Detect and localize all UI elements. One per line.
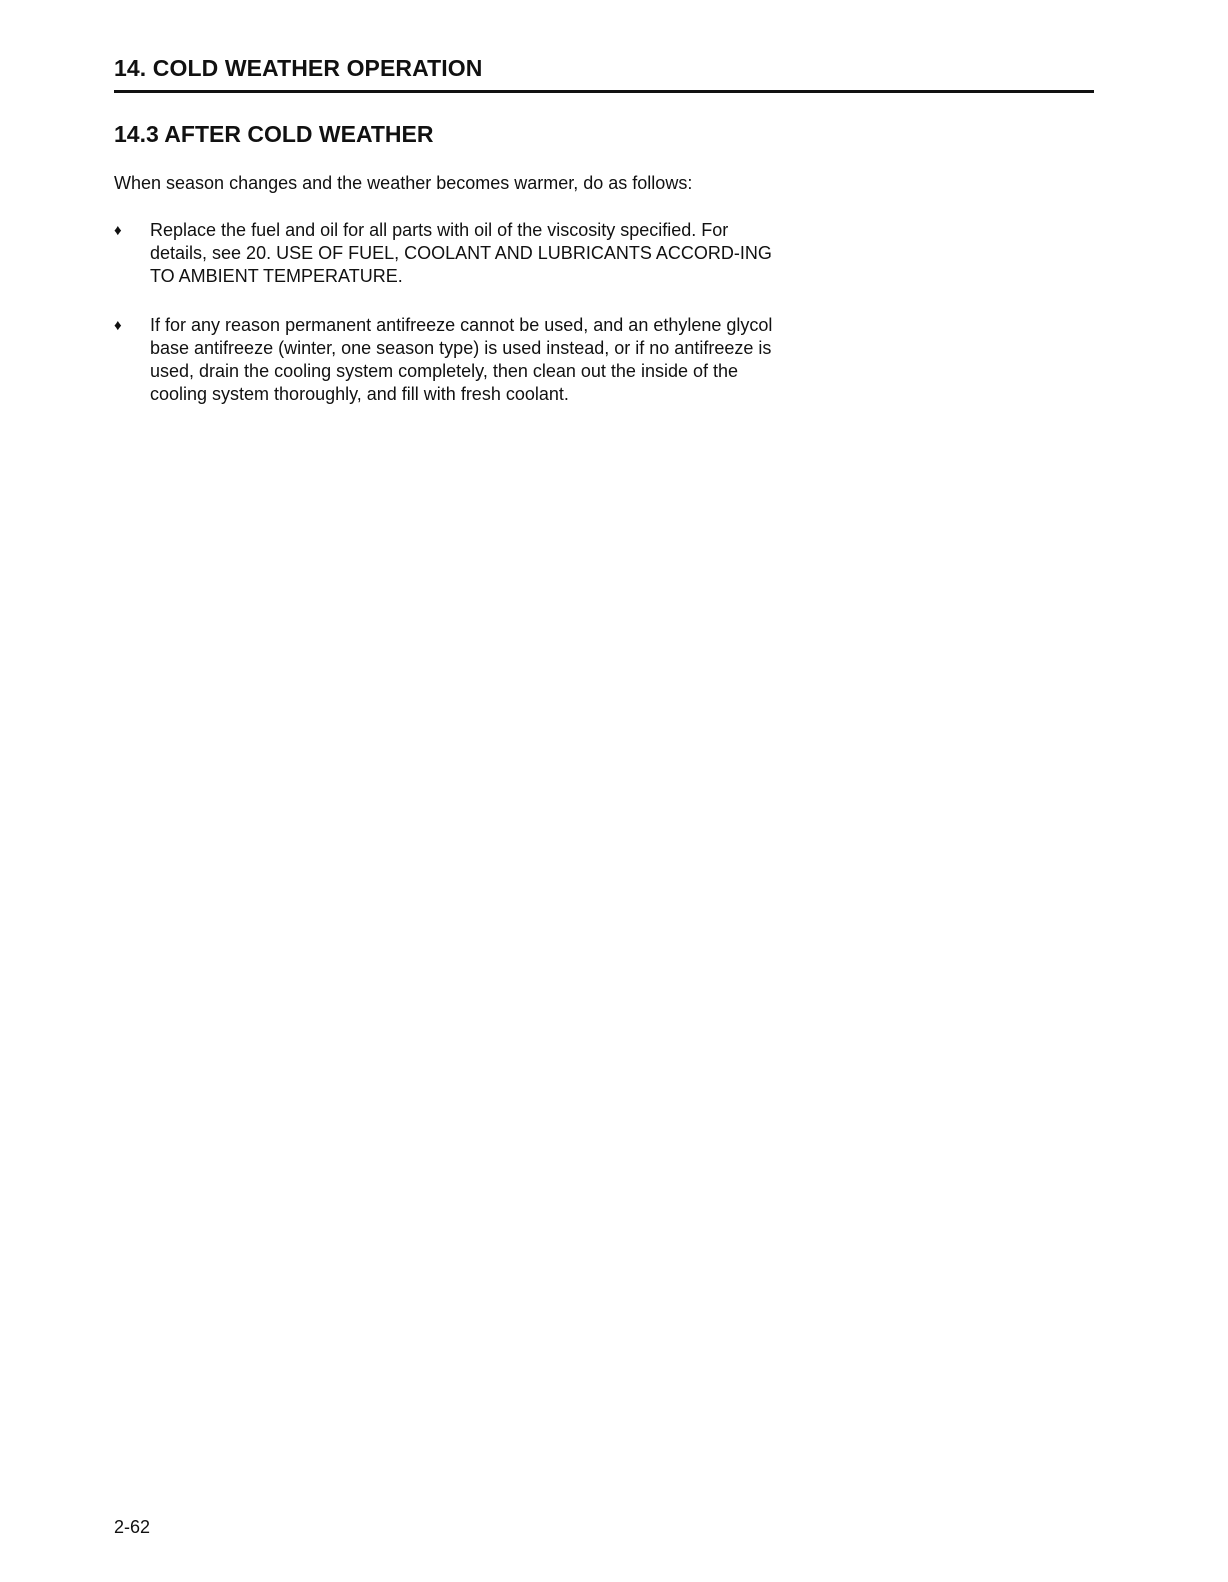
page-number: 2-62 — [114, 1517, 151, 1537]
instruction-list — [114, 219, 774, 432]
page-header — [114, 54, 1094, 93]
intro-paragraph: When season changes and the weather becomes warmer, do as follows: — [114, 173, 693, 193]
diamond-bullet-icon: ♦ — [114, 222, 122, 239]
list-item — [114, 219, 774, 288]
list-item-text: If for any reason permanent antifreeze cannot be used, and an ethylene glycol base antifreeze (winter, one season type) is used instead, or if no antifreeze is used, drain the cooling system completely, then clean out the inside of the cooling system thoroughly, and fill with fresh coolant. — [150, 315, 773, 404]
diamond-bullet-icon: ♦ — [114, 317, 122, 334]
chapter-title: 14. COLD WEATHER OPERATION — [114, 55, 483, 81]
list-item-text: Replace the fuel and oil for all parts with oil of the viscosity specified. For details, see 20. USE OF FUEL, COOLANT AND LUBRICANTS ACCORD-ING TO AMBIENT TEMPERATURE. — [150, 220, 772, 286]
list-item — [114, 314, 774, 406]
section-title: 14.3 AFTER COLD WEATHER — [114, 121, 434, 147]
